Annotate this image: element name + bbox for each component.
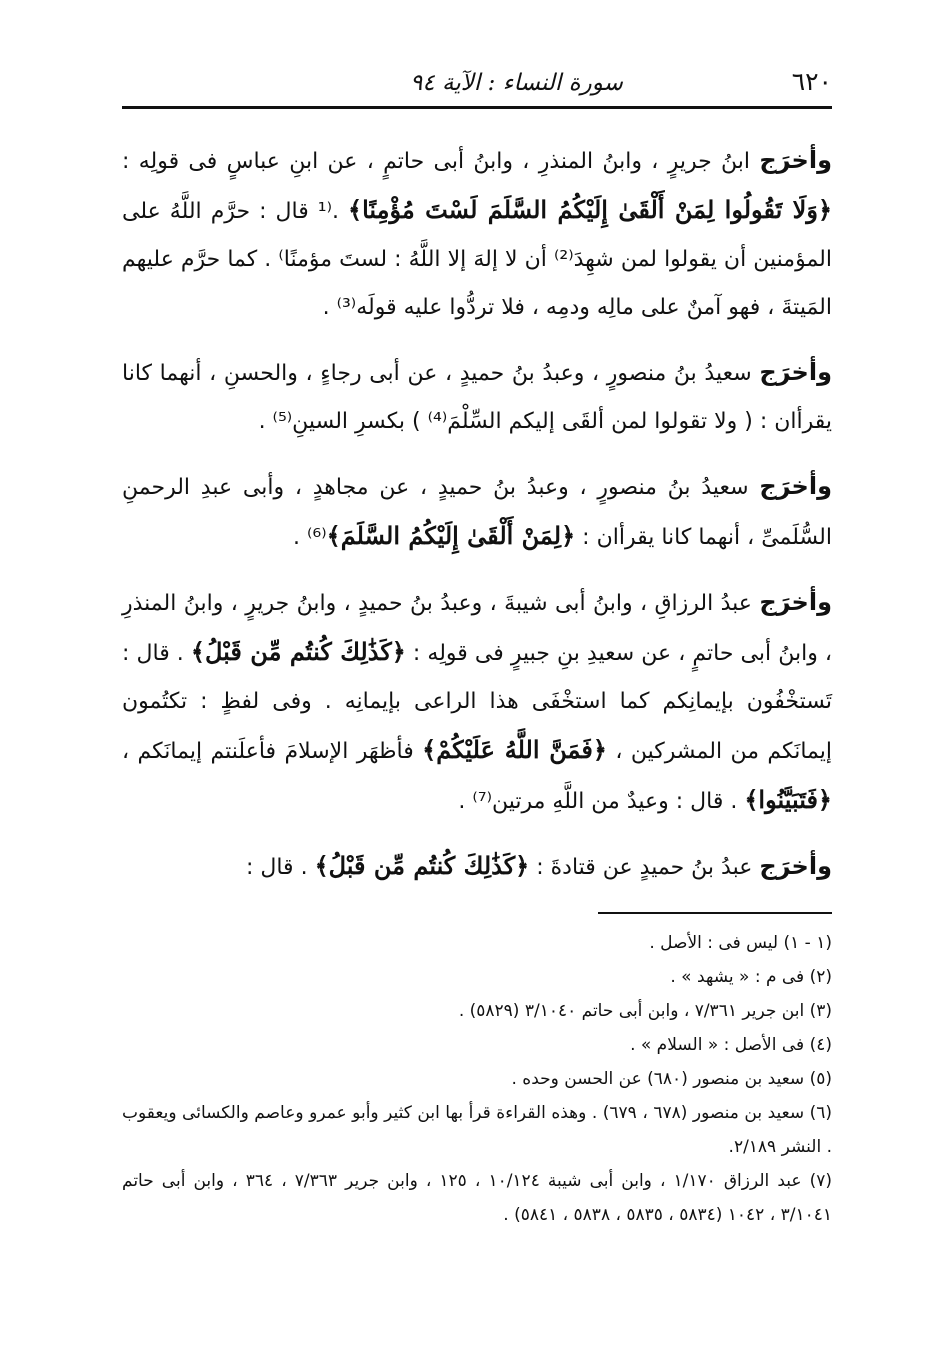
footnote: (٥) سعيد بن منصور (٦٨٠) عن الحسن وحده .	[511, 1069, 832, 1089]
paragraph	[122, 842, 832, 892]
main-text	[122, 136, 832, 908]
page-number: ٦٢٠	[791, 67, 832, 96]
paragraph-lead: وأخرَج	[759, 852, 832, 880]
text-segment: . قال :	[245, 855, 315, 880]
quran-verse: ﴿فَمَنَّ اللَّهُ عَلَيْكُمْ﴾	[422, 735, 607, 764]
paragraph-lead: وأخرَج	[759, 472, 832, 500]
paragraph-lead: وأخرَج	[759, 146, 832, 174]
footnote: (٣) ابن جرير ٧/٣٦١ ، وابن أبى حاتم ٣/١٠٤٠ (٥٨٢٩) .	[458, 1001, 832, 1021]
footnote: (٦) سعيد بن منصور (٦٧٨ ، ٦٧٩) . وهذه القراءة قرأ بها ابن كثير وأبو عمرو وعاصم والكسائى ويعقوب . النشر ٢/١٨٩.	[122, 1103, 832, 1157]
footnote: (٤) فى الأصل : « السلام » .	[630, 1035, 832, 1055]
quran-verse: ﴿لِمَنْ أَلْقَىٰ إِلَيْكُمُ السَّلَمَ﴾	[326, 521, 576, 550]
paragraph	[122, 462, 832, 562]
paragraph	[122, 348, 832, 446]
text-segment: ⁽⁶⁾ .	[293, 525, 327, 550]
text-segment: فأظهَر الإسلامَ فأعلَنتم إيمانَكم ،	[122, 739, 423, 764]
quran-verse: ﴿فَتَبَيَّنُوا﴾	[744, 785, 832, 814]
paragraph	[122, 136, 832, 332]
footnote: (١ - ١) ليس فى : الأصل .	[649, 933, 832, 953]
footnote: (٢) فى م : « يشهد » .	[670, 967, 832, 987]
quran-verse: ﴿كَذَٰلِكَ كُنتُم مِّن قَبْلُ﴾	[190, 637, 406, 666]
text-segment: عبدُ بنُ حميدٍ عن قتادةَ :	[529, 855, 760, 880]
paragraph-lead: وأخرَج	[759, 588, 832, 616]
text-segment: .⁽¹ قال : حرَّم اللَّهُ على المؤمنين أن يقولوا لمن شهِدَ⁽²⁾ أن لا إلهَ إلا اللَّهُ : لستَ مؤمنًا⁾ . كما حرَّم عليهم المَيتةَ ، فهو آمنٌ على مالِه ودمِه ، فلا تردُّوا عليه قولَه⁽³⁾ .	[122, 199, 832, 320]
quran-verse: ﴿وَلَا تَقُولُوا لِمَنْ أَلْقَىٰ إِلَيْكُمُ السَّلَمَ لَسْتَ مُؤْمِنًا﴾	[348, 195, 832, 224]
footnote: (٧) عبد الرزاق ١/١٧٠ ، وابن أبى شيبة ١٠/١٢٤ ، ١٢٥ ، وابن جرير ٧/٣٦٣ ، ٣٦٤ ، وابن أبى حاتم ٣/١٠٤١ ، ١٠٤٢ (٥٨٣٤ ، ٥٨٣٥ ، ٥٨٣٨ ، ٥٨٤١) .	[122, 1171, 833, 1225]
footnote-rule	[598, 912, 832, 914]
running-header	[120, 48, 832, 96]
paragraph-lead: وأخرَج	[759, 358, 832, 386]
footnotes	[122, 926, 832, 1232]
text-segment: سعيدُ بنُ منصورٍ ، وعبدُ بنُ حميدٍ ، عن أبى رجاءٍ ، والحسنِ ، أنهما كانا يقرأان : ( ولا تقولوا لمن ألقَى إليكم السِّلْمَ⁽⁴⁾ ) بكسرِ السينِ⁽⁵⁾ .	[122, 361, 832, 434]
header-rule	[122, 106, 832, 109]
text-segment: سعيدُ بنُ منصورٍ ، وعبدُ بنُ حميدٍ ، عن مجاهدٍ ، وأبى عبدِ الرحمنِ السُّلَمىِّ ، أنهما كانا يقرأان :	[122, 475, 832, 550]
text-segment: ابنُ جريرٍ ، وابنُ المنذرِ ، وابنُ أبى حاتمٍ ، عن ابنِ عباسٍ فى قولِه :	[122, 149, 760, 174]
text-segment: عبدُ الرزاقِ ، وابنُ أبى شيبةَ ، وعبدُ بنُ حميدٍ ، وابنُ جريرٍ ، وابنُ المنذرِ ، وابنُ أبى حاتمٍ ، عن سعيدِ بنِ جبيرٍ فى قولِه :	[122, 591, 833, 666]
text-segment: . قال : وعيدٌ من اللَّهِ مرتين⁽⁷⁾ .	[458, 789, 745, 814]
header-title: سورة النساء : الآية ٩٤	[410, 70, 623, 96]
paragraph	[122, 578, 832, 826]
text-segment: . قال : تَستخْفُون بإيمانِكم كما استخْفَى هذا الراعى بإيمانِه . وفى لفظٍ : تكتُمون إيمانَكم من المشركين ،	[122, 641, 832, 764]
quran-verse: ﴿كَذَٰلِكَ كُنتُم مِّن قَبْلُ﴾	[314, 851, 530, 880]
